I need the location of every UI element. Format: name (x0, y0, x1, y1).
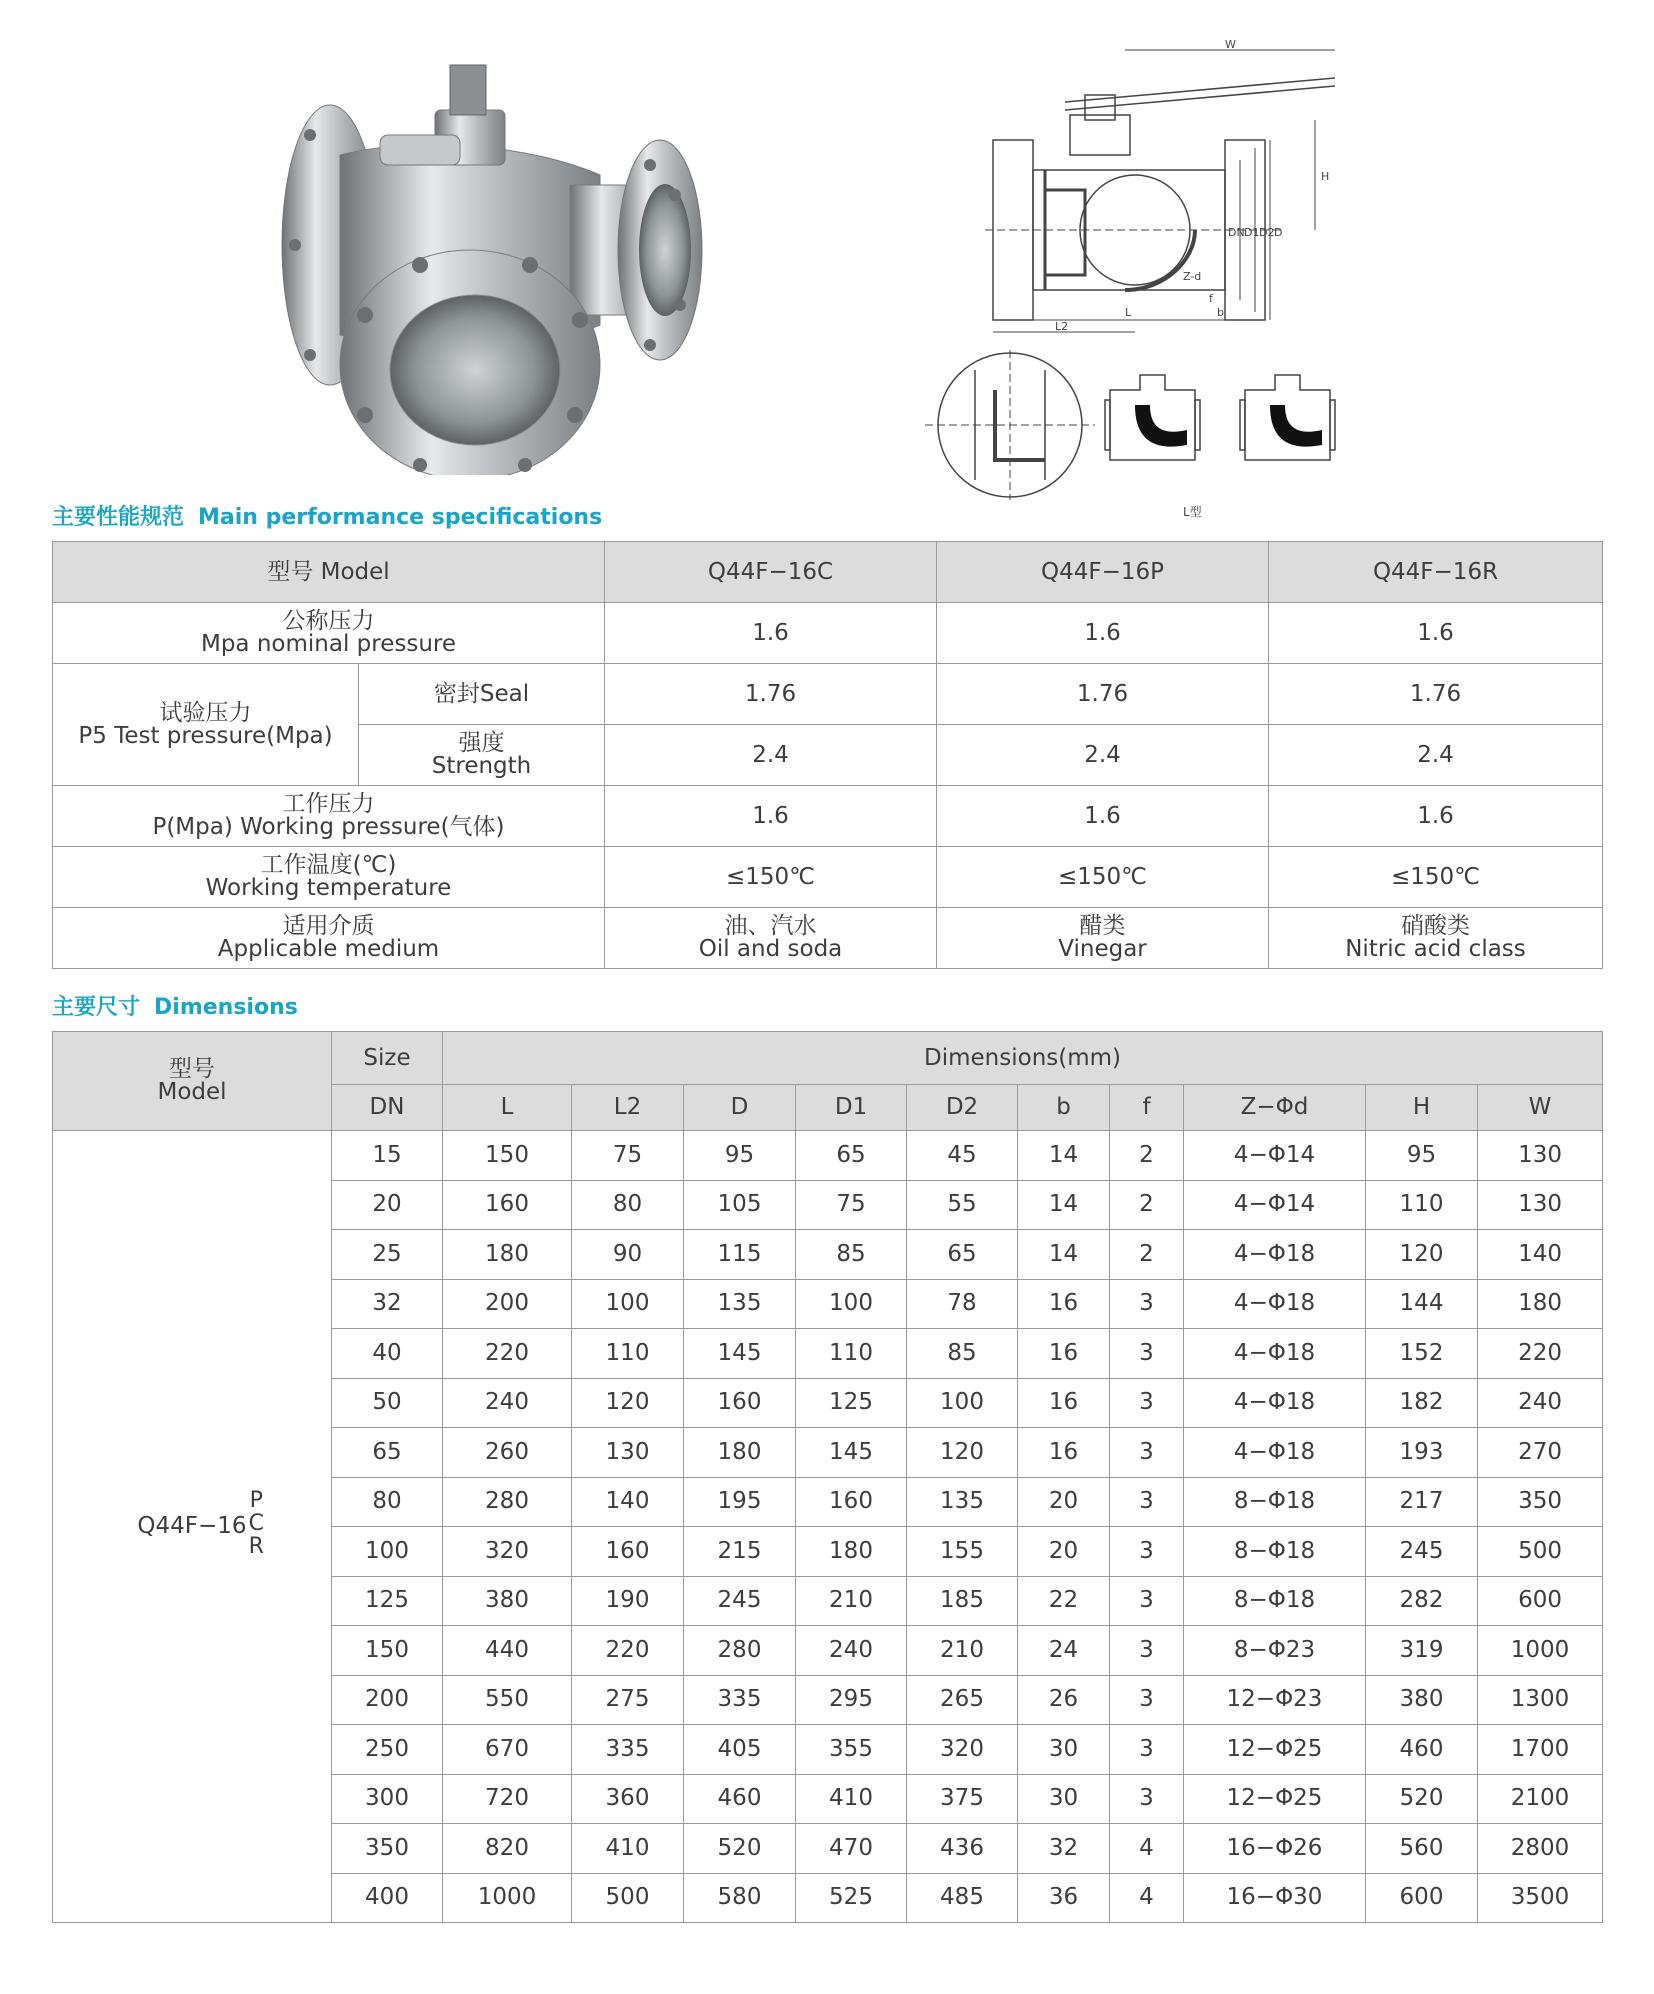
dim-cell: 80 (572, 1180, 684, 1230)
dim-cell: 115 (684, 1230, 796, 1280)
dim-cell: 3 (1110, 1626, 1184, 1676)
dim-cell: 95 (1366, 1131, 1478, 1181)
dim-cell: 135 (907, 1477, 1018, 1527)
model-label (137, 1488, 264, 1559)
dim-cell: 295 (796, 1675, 907, 1725)
valve-product-photo (270, 55, 720, 475)
dim-col-header: W (1478, 1085, 1603, 1131)
dim-cell: 26 (1018, 1675, 1110, 1725)
dim-cell: 4 (1110, 1824, 1184, 1874)
spec-table (52, 541, 1603, 969)
spec-label-working-pressure (53, 786, 605, 847)
label-zh: 强度 (458, 730, 505, 756)
dim-cell: 130 (1478, 1131, 1603, 1181)
dim-cell: 100 (907, 1378, 1018, 1428)
dim-cell: 580 (684, 1873, 796, 1923)
dim-col-header: H (1366, 1085, 1478, 1131)
spec-label-working-temp (53, 847, 605, 908)
dim-cell: 275 (572, 1675, 684, 1725)
dim-cell: 12−Φ25 (1184, 1725, 1366, 1775)
label-en: Mpa nominal pressure (200, 631, 456, 657)
dim-cell: 470 (796, 1824, 907, 1874)
label-zh: 试验压力 (159, 699, 252, 726)
spec-cell: ≤150℃ (1269, 847, 1603, 908)
spec-row-medium (53, 908, 1603, 969)
dim-cell: 375 (907, 1774, 1018, 1824)
spec-header-model: 型号 Model (53, 542, 605, 603)
dim-col-header: L (443, 1085, 572, 1131)
dim-cell: 4 (1110, 1873, 1184, 1923)
dim-cell: 215 (684, 1527, 796, 1577)
spec-cell (605, 908, 937, 969)
dim-cell: 30 (1018, 1725, 1110, 1775)
label-en: Applicable medium (217, 936, 440, 962)
spec-section-heading (52, 500, 602, 531)
dim-cell: 280 (684, 1626, 796, 1676)
spec-cell: 1.6 (1269, 603, 1603, 664)
dim-cell: 220 (443, 1329, 572, 1379)
drawing-label-b: b (1217, 306, 1224, 319)
dim-cell: 15 (332, 1131, 443, 1181)
label-en: Strength (431, 753, 532, 779)
dim-cell: 2 (1110, 1230, 1184, 1280)
dim-cell: 110 (1366, 1180, 1478, 1230)
medium-zh: 油、汽水 (724, 913, 817, 939)
spec-header-col: Q44F−16R (1269, 542, 1603, 603)
dim-cell: 335 (684, 1675, 796, 1725)
dim-cell: 440 (443, 1626, 572, 1676)
dim-cell: 180 (1478, 1279, 1603, 1329)
spec-row-working-pressure (53, 786, 1603, 847)
spec-label-strength (359, 725, 605, 786)
dim-cell: 600 (1366, 1873, 1478, 1923)
dim-cell: 55 (907, 1180, 1018, 1230)
drawing-label-d: D (1274, 226, 1283, 239)
spec-cell: ≤150℃ (937, 847, 1269, 908)
dim-cell: 24 (1018, 1626, 1110, 1676)
label-zh: 适用介质 (282, 913, 375, 939)
dim-cell: 110 (572, 1329, 684, 1379)
dim-cell: 160 (796, 1477, 907, 1527)
spec-header-col: Q44F−16C (605, 542, 937, 603)
spec-label-medium (53, 908, 605, 969)
spec-cell: 1.76 (1269, 664, 1603, 725)
spec-label-test (53, 664, 359, 786)
dim-cell: 100 (332, 1527, 443, 1577)
dim-cell: 600 (1478, 1576, 1603, 1626)
dim-cell: 195 (684, 1477, 796, 1527)
dim-cell: 3 (1110, 1428, 1184, 1478)
dim-cell: 95 (684, 1131, 796, 1181)
dim-cell: 80 (332, 1477, 443, 1527)
dim-cell: 16 (1018, 1428, 1110, 1478)
dim-col-header: b (1018, 1085, 1110, 1131)
dim-cell: 100 (796, 1279, 907, 1329)
dim-cell: 2100 (1478, 1774, 1603, 1824)
label-zh: 型号 (169, 1056, 215, 1082)
dim-cell: 320 (907, 1725, 1018, 1775)
dim-cell: 180 (684, 1428, 796, 1478)
dim-cell: 410 (796, 1774, 907, 1824)
dim-cell: 460 (684, 1774, 796, 1824)
spec-cell: 2.4 (937, 725, 1269, 786)
dim-cell: 380 (1366, 1675, 1478, 1725)
dim-cell: 8−Φ18 (1184, 1477, 1366, 1527)
model-suffix: P (249, 1488, 263, 1513)
dim-cell: 200 (443, 1279, 572, 1329)
spec-row-working-temp (53, 847, 1603, 908)
dim-cell: 220 (572, 1626, 684, 1676)
dim-cell: 4−Φ18 (1184, 1230, 1366, 1280)
dim-cell: 20 (1018, 1527, 1110, 1577)
dim-cell: 65 (332, 1428, 443, 1478)
spec-cell (937, 908, 1269, 969)
spec-label-seal: 密封Seal (359, 664, 605, 725)
dim-cell: 2 (1110, 1180, 1184, 1230)
dim-cell: 22 (1018, 1576, 1110, 1626)
dim-cell: 150 (443, 1131, 572, 1181)
dim-cell: 350 (1478, 1477, 1603, 1527)
dim-cell: 300 (332, 1774, 443, 1824)
medium-en: Vinegar (1058, 936, 1147, 962)
dim-cell: 720 (443, 1774, 572, 1824)
drawing-label-f: f (1209, 292, 1213, 305)
dim-col-header: D2 (907, 1085, 1018, 1131)
dim-cell: 182 (1366, 1378, 1478, 1428)
spec-cell: 1.6 (605, 786, 937, 847)
dim-cell: 3 (1110, 1774, 1184, 1824)
dim-header-size: Size (332, 1032, 443, 1085)
spec-cell: 1.76 (605, 664, 937, 725)
dim-cell: 3 (1110, 1675, 1184, 1725)
dim-cell: 3500 (1478, 1873, 1603, 1923)
dim-cell: 335 (572, 1725, 684, 1775)
dim-cell: 125 (796, 1378, 907, 1428)
model-suffix: C (248, 1511, 264, 1536)
dim-cell: 12−Φ23 (1184, 1675, 1366, 1725)
dim-cell: 85 (907, 1329, 1018, 1379)
drawing-label-l: L (1125, 306, 1132, 319)
dim-cell: 3 (1110, 1378, 1184, 1428)
dim-cell: 240 (1478, 1378, 1603, 1428)
label-en: P(Mpa) Working pressure(气体) (152, 814, 505, 840)
dim-cell: 8−Φ23 (1184, 1626, 1366, 1676)
dim-cell: 240 (443, 1378, 572, 1428)
dim-cell: 3 (1110, 1279, 1184, 1329)
dim-cell: 150 (332, 1626, 443, 1676)
dim-col-header: DN (332, 1085, 443, 1131)
dim-cell: 14 (1018, 1131, 1110, 1181)
dim-cell: 16 (1018, 1279, 1110, 1329)
medium-en: Oil and soda (698, 936, 843, 962)
dim-cell: 360 (572, 1774, 684, 1824)
spec-cell (1269, 908, 1603, 969)
drawing-label-d2: D2 (1259, 226, 1275, 239)
dim-cell: 100 (572, 1279, 684, 1329)
dim-cell: 16 (1018, 1378, 1110, 1428)
dim-cell: 500 (572, 1873, 684, 1923)
dim-col-header: L2 (572, 1085, 684, 1131)
dim-cell: 78 (907, 1279, 1018, 1329)
dim-cell: 820 (443, 1824, 572, 1874)
dim-cell: 3 (1110, 1477, 1184, 1527)
dim-cell: 4−Φ18 (1184, 1329, 1366, 1379)
model-suffix: R (248, 1534, 264, 1559)
dim-cell: 355 (796, 1725, 907, 1775)
dim-cell: 4−Φ18 (1184, 1378, 1366, 1428)
dim-cell: 250 (332, 1725, 443, 1775)
dim-cell: 240 (796, 1626, 907, 1676)
dim-cell: 410 (572, 1824, 684, 1874)
dim-cell: 200 (332, 1675, 443, 1725)
medium-en: Nitric acid class (1345, 936, 1526, 962)
dim-cell: 12−Φ25 (1184, 1774, 1366, 1824)
dim-heading-en: Dimensions (154, 995, 298, 1020)
dim-cell: 32 (332, 1279, 443, 1329)
dim-cell: 160 (572, 1527, 684, 1577)
dim-cell: 155 (907, 1527, 1018, 1577)
spec-cell: 1.6 (605, 603, 937, 664)
dim-header-dimensions: Dimensions(mm) (443, 1032, 1603, 1085)
dim-cell: 550 (443, 1675, 572, 1725)
dim-cell: 180 (796, 1527, 907, 1577)
dim-cell: 65 (907, 1230, 1018, 1280)
label-en: Model (157, 1079, 227, 1105)
spec-cell: 1.6 (937, 603, 1269, 664)
dim-cell: 3 (1110, 1576, 1184, 1626)
dim-cell: 520 (684, 1824, 796, 1874)
dim-col-header: D (684, 1085, 796, 1131)
dim-section-heading (52, 990, 298, 1021)
dim-cell: 217 (1366, 1477, 1478, 1527)
dim-cell: 320 (443, 1527, 572, 1577)
spec-cell: 1.6 (937, 786, 1269, 847)
dim-cell: 500 (1478, 1527, 1603, 1577)
dim-cell: 20 (1018, 1477, 1110, 1527)
label-zh: 工作压力 (282, 791, 375, 817)
spec-cell: 1.6 (1269, 786, 1603, 847)
dim-cell: 282 (1366, 1576, 1478, 1626)
dim-cell: 4−Φ18 (1184, 1279, 1366, 1329)
dim-cell: 245 (684, 1576, 796, 1626)
dim-cell: 160 (443, 1180, 572, 1230)
medium-zh: 硝酸类 (1401, 913, 1470, 939)
dim-cell: 125 (332, 1576, 443, 1626)
dim-cell: 1000 (1478, 1626, 1603, 1676)
dim-cell: 30 (1018, 1774, 1110, 1824)
dim-cell: 2 (1110, 1131, 1184, 1181)
spec-heading-zh: 主要性能规范 (52, 505, 185, 530)
dim-cell: 140 (572, 1477, 684, 1527)
dim-cell: 32 (1018, 1824, 1110, 1874)
dim-cell: 145 (796, 1428, 907, 1478)
dim-cell: 85 (796, 1230, 907, 1280)
dim-cell: 185 (907, 1576, 1018, 1626)
dim-cell: 436 (907, 1824, 1018, 1874)
dim-cell: 3 (1110, 1329, 1184, 1379)
dim-cell: 105 (684, 1180, 796, 1230)
drawing-label-l2: L2 (1055, 320, 1069, 333)
valve-section-drawing (985, 40, 1355, 340)
spec-header-row (53, 542, 1603, 603)
drawing-label-d1: D1 (1244, 226, 1260, 239)
dim-cell: 210 (796, 1576, 907, 1626)
dim-cell: 560 (1366, 1824, 1478, 1874)
dim-cell: 90 (572, 1230, 684, 1280)
l-type-caption: L型 (1183, 505, 1202, 519)
spec-header-col: Q44F−16P (937, 542, 1269, 603)
dim-cell: 3 (1110, 1527, 1184, 1577)
dim-cell: 14 (1018, 1180, 1110, 1230)
port-type-drawings (925, 350, 1385, 510)
dim-cell: 25 (332, 1230, 443, 1280)
dim-cell: 405 (684, 1725, 796, 1775)
dim-cell: 20 (332, 1180, 443, 1230)
label-zh: 工作温度(℃) (260, 852, 397, 878)
dim-cell: 245 (1366, 1527, 1478, 1577)
spec-row-nominal (53, 603, 1603, 664)
drawing-label-zd: Z-d (1183, 270, 1202, 283)
spec-heading-en: Main performance specifications (198, 505, 603, 530)
spec-label-nominal (53, 603, 605, 664)
dim-cell: 350 (332, 1824, 443, 1874)
dim-header-model (53, 1032, 332, 1131)
spec-cell: ≤150℃ (605, 847, 937, 908)
dim-cell: 50 (332, 1378, 443, 1428)
dim-cell: 75 (572, 1131, 684, 1181)
dim-cell: 270 (1478, 1428, 1603, 1478)
dim-cell: 16 (1018, 1329, 1110, 1379)
dim-cell: 4−Φ14 (1184, 1131, 1366, 1181)
dim-cell: 120 (907, 1428, 1018, 1478)
dim-cell: 8−Φ18 (1184, 1527, 1366, 1577)
dim-cell: 65 (796, 1131, 907, 1181)
dim-cell: 8−Φ18 (1184, 1576, 1366, 1626)
drawing-label-dn: DN (1228, 226, 1245, 239)
dim-cell: 380 (443, 1576, 572, 1626)
dim-cell: 130 (1478, 1180, 1603, 1230)
dim-cell: 152 (1366, 1329, 1478, 1379)
dim-cell: 120 (572, 1378, 684, 1428)
dim-col-header: Z−Φd (1184, 1085, 1366, 1131)
dim-cell: 4−Φ18 (1184, 1428, 1366, 1478)
dim-cell: 485 (907, 1873, 1018, 1923)
dim-cell: 160 (684, 1378, 796, 1428)
dim-cell: 260 (443, 1428, 572, 1478)
dim-heading-zh: 主要尺寸 (52, 995, 141, 1020)
dim-cell: 110 (796, 1329, 907, 1379)
dim-col-header: D1 (796, 1085, 907, 1131)
dim-cell: 460 (1366, 1725, 1478, 1775)
dim-cell: 45 (907, 1131, 1018, 1181)
dim-cell: 265 (907, 1675, 1018, 1725)
dim-cell: 525 (796, 1873, 907, 1923)
dim-cell: 40 (332, 1329, 443, 1379)
dim-cell: 1300 (1478, 1675, 1603, 1725)
model-suffixes (247, 1489, 264, 1558)
dimensions-table (52, 1031, 1603, 1923)
dim-cell: 400 (332, 1873, 443, 1923)
label-zh: 公称压力 (282, 608, 375, 634)
medium-zh: 醋类 (1079, 913, 1126, 939)
spec-cell: 1.76 (937, 664, 1269, 725)
dim-cell: 1700 (1478, 1725, 1603, 1775)
dim-cell: 75 (796, 1180, 907, 1230)
drawing-label-w: W (1225, 40, 1236, 51)
dim-cell: 180 (443, 1230, 572, 1280)
dim-cell: 14 (1018, 1230, 1110, 1280)
dim-row (53, 1131, 1603, 1181)
dim-cell: 193 (1366, 1428, 1478, 1478)
dim-cell: 145 (684, 1329, 796, 1379)
spec-cell: 2.4 (605, 725, 937, 786)
dim-cell: 1000 (443, 1873, 572, 1923)
dim-cell: 135 (684, 1279, 796, 1329)
dim-cell: 130 (572, 1428, 684, 1478)
drawing-label-h: H (1321, 170, 1330, 183)
model-name: Q44F−16 (137, 1513, 247, 1539)
dim-cell: 4−Φ14 (1184, 1180, 1366, 1230)
spec-row-seal (53, 664, 1603, 725)
label-en: Working temperature (205, 875, 452, 901)
dim-cell: 36 (1018, 1873, 1110, 1923)
dim-cell: 190 (572, 1576, 684, 1626)
dim-cell: 280 (443, 1477, 572, 1527)
label-en: P5 Test pressure(Mpa) (78, 722, 333, 749)
dim-cell: 16−Φ30 (1184, 1873, 1366, 1923)
dim-cell: 144 (1366, 1279, 1478, 1329)
dim-model-cell (53, 1131, 332, 1923)
dim-cell: 210 (907, 1626, 1018, 1676)
dim-cell: 3 (1110, 1725, 1184, 1775)
dim-cell: 120 (1366, 1230, 1478, 1280)
dim-header-row-1 (53, 1032, 1603, 1085)
dim-cell: 319 (1366, 1626, 1478, 1676)
dim-cell: 140 (1478, 1230, 1603, 1280)
dim-cell: 2800 (1478, 1824, 1603, 1874)
dim-cell: 670 (443, 1725, 572, 1775)
spec-cell: 2.4 (1269, 725, 1603, 786)
dim-cell: 220 (1478, 1329, 1603, 1379)
dim-cell: 520 (1366, 1774, 1478, 1824)
dim-cell: 16−Φ26 (1184, 1824, 1366, 1874)
dim-col-header: f (1110, 1085, 1184, 1131)
